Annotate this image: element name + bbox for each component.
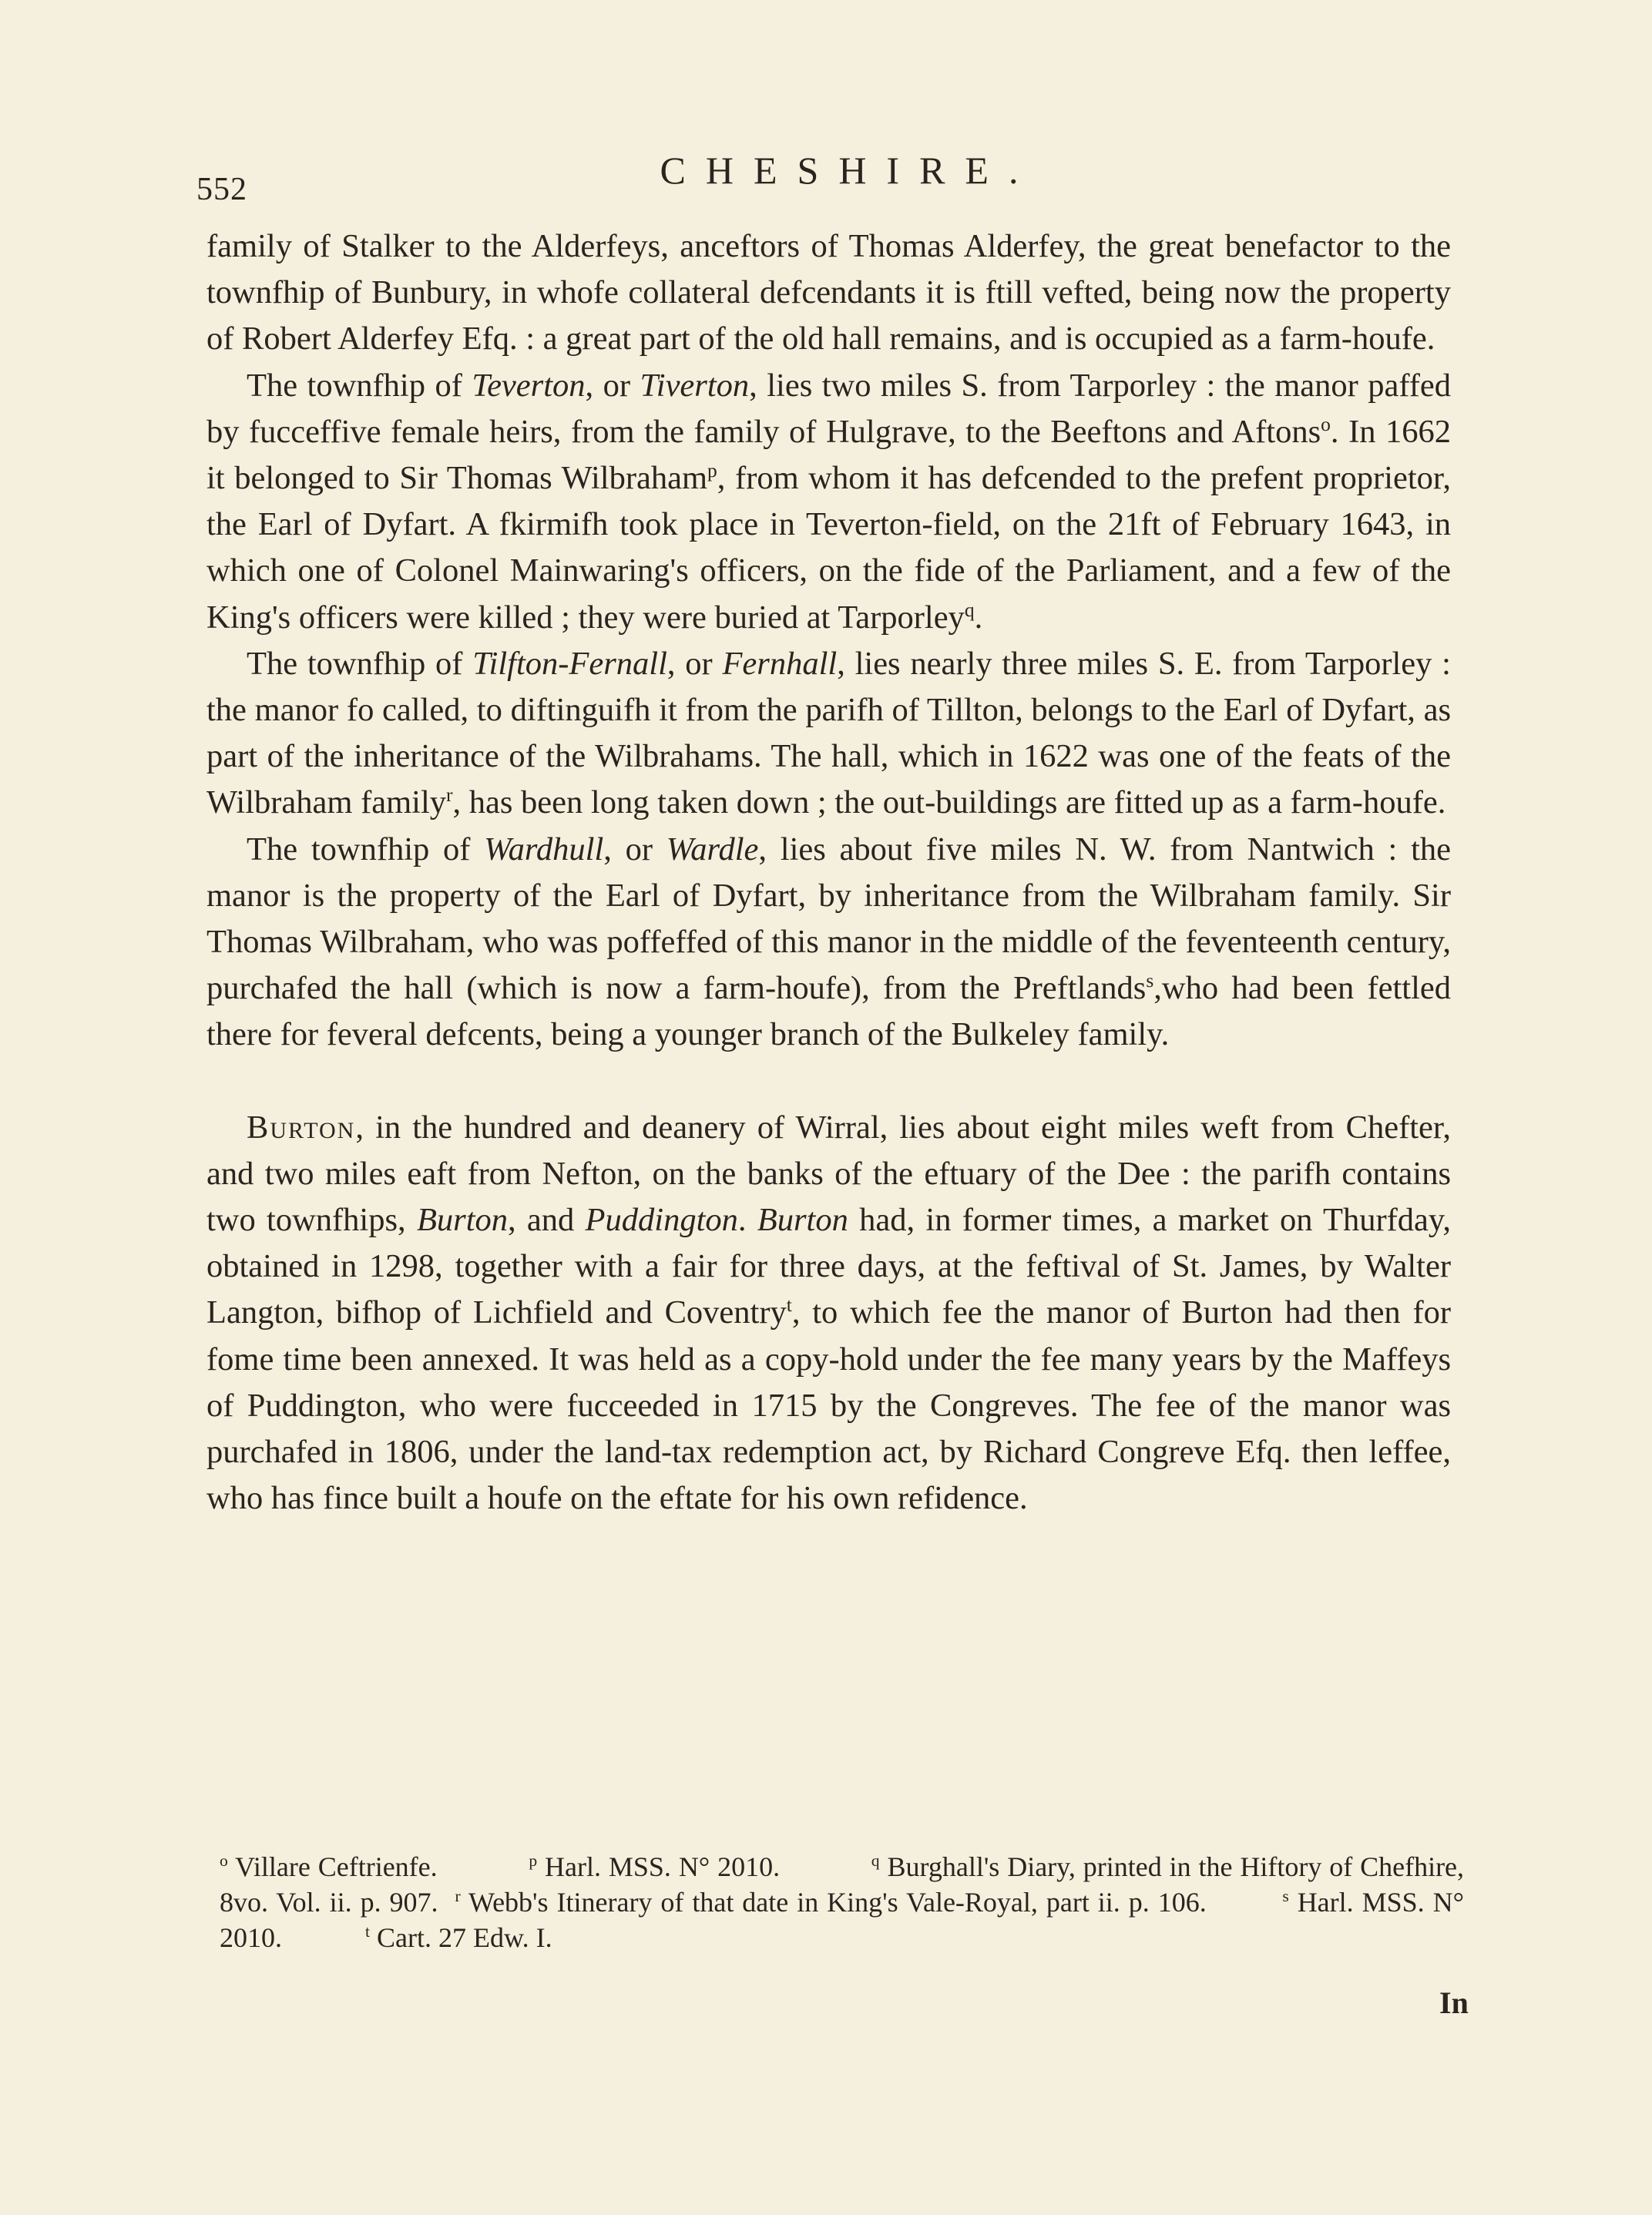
footnote-mark-r: r bbox=[455, 1887, 461, 1905]
footnote-mark-t: t bbox=[365, 1922, 370, 1941]
footnote-ref-s: s bbox=[1146, 969, 1154, 992]
text: , from whom it has defcended to the prefent proprietor, the Earl of Dyfart. A fkirmifh took place in Teverton-field, on the 21ft of February 1643, in which one of Colonel Mainwaring's officers, on the fide of the Parliament, and a few of the King's officers were killed ; they were buried at Tarporley bbox=[206, 460, 1451, 636]
footnotes bbox=[220, 1849, 1464, 1955]
place-name: Tiverton bbox=[640, 367, 750, 404]
footnote-p: Harl. MSS. N° 2010. bbox=[545, 1851, 781, 1882]
paragraph-tilston bbox=[206, 641, 1451, 827]
footnote-mark-s: s bbox=[1282, 1887, 1289, 1905]
footnote-ref-q: q bbox=[964, 598, 975, 621]
text: The townfhip of bbox=[247, 831, 485, 868]
text: , to which fee the manor of Burton had then for fome time been annexed. It was held as a copy-hold under the fee many years by the Maffeys of Puddington, who were fucceeded in 1715 by the Congreves. The fee of the manor was purchafed in 1806, under the land-tax redemption act, by Richard Congreve Efq. then leffee, who has fince built a houfe on the eftate for his own refidence. bbox=[206, 1294, 1451, 1517]
footnote-r: Webb's Itinerary of that date in King's Vale-Royal, part ii. p. 106. bbox=[468, 1887, 1207, 1918]
section-heading: Burton bbox=[247, 1109, 356, 1146]
footnote-ref-p: p bbox=[707, 458, 717, 482]
footnote-mark-p: p bbox=[529, 1851, 538, 1870]
body-text bbox=[206, 223, 1451, 1522]
text: , has been long taken down ; the out-buildings are fitted up as a farm-houfe. bbox=[452, 784, 1446, 821]
text: . bbox=[974, 599, 983, 636]
text: . In 1662 it belonged to Sir Thomas Wilbraham bbox=[206, 413, 1452, 497]
catchword: In bbox=[1439, 1985, 1469, 2020]
text: , in the hundred and deanery of Wirral, lies about eight miles weft from Chefter, and two miles eaft from Nefton, on the banks of the eftuary of the Dee : the parifh contains two townfhips, bbox=[206, 1109, 1451, 1239]
footnote-ref-o: o bbox=[1321, 412, 1331, 435]
place-name: Puddington bbox=[585, 1202, 738, 1239]
text: , lies about five miles N. W. from Nantwich : the manor is the property of the Earl of Dyfart, by inheritance from the Wilbraham family. Sir Thomas Wilbraham, who was poffeffed of this manor in the middle of the feventeenth century, purchafed the hall (which is now a farm-houfe), from the Preftlands bbox=[206, 831, 1452, 1007]
footnote-ref-r: r bbox=[446, 784, 453, 807]
paragraph-1: family of Stalker to the Alderfeys, anceftors of Thomas Alderfey, the great benefactor to the townfhip of Bunbury, in whofe collateral defcendants it is ftill vefted, being now the property of Robert Alderfey Efq. : a great part of the old hall remains, and is occupied as a farm-houfe. bbox=[206, 228, 1451, 357]
paragraph-burton bbox=[206, 1105, 1451, 1522]
paragraph-teverton bbox=[206, 363, 1451, 641]
place-name: Burton bbox=[757, 1202, 848, 1239]
text: , or bbox=[667, 645, 723, 682]
text: , lies two miles S. from Tarporley : the manor paffed by fucceffive female heirs, from the family of Hulgrave, to the Beeftons and Aftons bbox=[206, 367, 1451, 450]
footnote-q: Burghall's Diary, printed in the Hiftory of Chefhire, 8vo. Vol. ii. p. 907. bbox=[220, 1851, 1465, 1918]
footnote-ref-t: t bbox=[786, 1294, 792, 1317]
footnote-block bbox=[220, 1849, 1464, 1955]
footnote-o: Villare Ceftrienfe. bbox=[235, 1851, 438, 1882]
text: ,who had been fettled there for feveral defcents, being a younger branch of the Bulkeley family. bbox=[206, 970, 1451, 1053]
paragraph-wardle bbox=[206, 827, 1451, 1059]
running-head: CHESHIRE. bbox=[660, 149, 1039, 192]
page-number: 552 bbox=[196, 172, 247, 207]
text: , or bbox=[603, 831, 667, 868]
place-name: Wardle bbox=[666, 831, 759, 868]
place-name: Teverton bbox=[472, 367, 586, 404]
text: had, in former times, a market on Thurfday, obtained in 1298, together with a fair for three days, at the feftival of St. James, by Walter Langton, bifhop of Lichfield and Coventry bbox=[206, 1202, 1452, 1331]
text: , or bbox=[585, 367, 640, 404]
text: , and bbox=[508, 1202, 586, 1239]
text: . bbox=[737, 1202, 757, 1239]
place-name: Fernhall bbox=[722, 645, 838, 682]
text: The townfhip of bbox=[247, 645, 473, 682]
footnote-t: Cart. 27 Edw. I. bbox=[377, 1922, 552, 1953]
footnote-mark-q: q bbox=[871, 1851, 880, 1870]
footnote-mark-o: o bbox=[220, 1851, 228, 1870]
text: The townfhip of bbox=[247, 367, 472, 404]
place-name: Burton bbox=[416, 1202, 508, 1239]
footnote-s: Harl. MSS. N° 2010. bbox=[220, 1887, 1465, 1953]
text: , lies nearly three miles S. E. from Tarporley : the manor fo called, to diftinguifh it from the parifh of Tillton, belongs to the Earl of Dyfart, as part of the inheritance of the Wilbrahams. The hall, which in 1622 was one of the feats of the Wilbraham family bbox=[206, 645, 1451, 821]
place-name: Tilfton-Fernall bbox=[472, 645, 667, 682]
place-name: Wardhull bbox=[484, 831, 604, 868]
